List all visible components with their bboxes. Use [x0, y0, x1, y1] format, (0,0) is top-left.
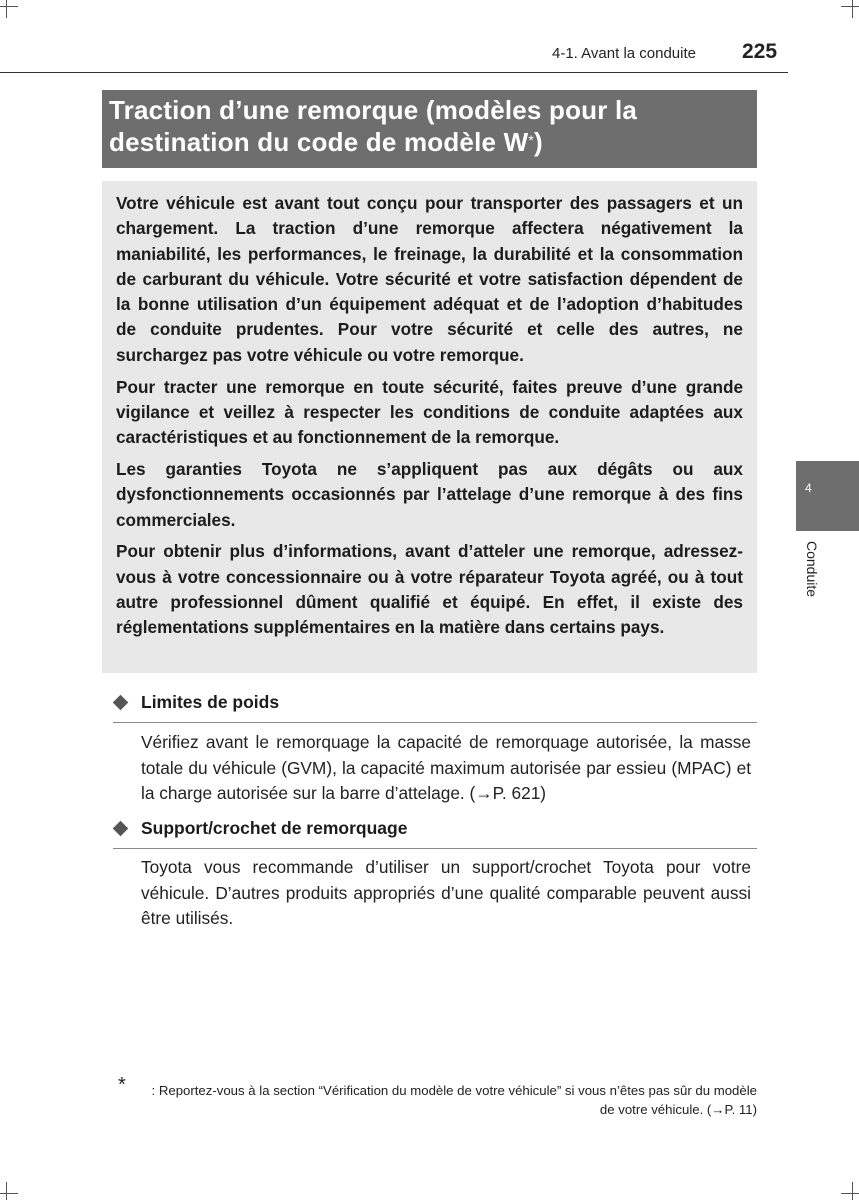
diamond-bullet-icon: [113, 821, 129, 837]
footnote: : Reportez-vous à la section “Vérification du modèle de votre véhicule” si vous n’êtes pas sûr du modèle de votre véhicule. (→P. 11): [151, 1083, 757, 1117]
section-heading-weight-limits: [113, 692, 757, 723]
intro-paragraph: Les garanties Toyota ne s’appliquent pas aux dégâts ou aux dysfonctionnements occasionnés par l’attelage d’une remorque à des fins commerciales.: [116, 458, 743, 530]
crop-mark: [841, 6, 859, 7]
chapter-tab: [796, 461, 859, 531]
chapter-tab-label: Conduite: [804, 541, 820, 598]
intro-paragraph: Votre véhicule est avant tout conçu pour transporter des passagers et un chargement. La traction d’une remorque affectera négativement la maniabilité, les performances, le freinage, la durabilité et la consommation de carburant du véhicule. Votre sécurité et votre satisfaction dépendent de la bonne utilisation d’un équipement adéquat et de l’adoption d’habitudes de conduite prudentes. Pour votre sécurité et celle des autres, ne surchargez pas votre véhicule ou votre remorque.: [116, 193, 743, 365]
intro-box: [102, 181, 757, 673]
crop-mark: [6, 0, 7, 18]
chapter-tab-number: 4: [805, 481, 812, 495]
page-number: 225: [742, 40, 778, 63]
crop-mark: [841, 1193, 859, 1194]
header-divider: [0, 72, 788, 73]
section-body-tow-hitch: Toyota vous recommande d’utiliser un support/crochet Toyota pour votre véhicule. D’autres produits appropriés d’une qualité comparable peuvent aussi être utilisés.: [141, 857, 751, 929]
intro-paragraph: Pour tracter une remorque en toute sécurité, faites preuve d’une grande vigilance et veillez à respecter les conditions de conduite adaptées aux caractéristiques et au fonctionnement de la remorque.: [116, 376, 743, 448]
crop-mark: [6, 1182, 7, 1200]
crop-mark: [0, 1193, 18, 1194]
page-title-text: Traction d’une remorque (modèles pour la destination du code de modèle W: [109, 95, 638, 157]
title-asterisk: *: [528, 132, 534, 148]
page-title: [102, 90, 757, 168]
section-heading-label: Limites de poids: [141, 692, 280, 712]
crop-mark: [0, 6, 18, 7]
crop-mark: [852, 1182, 853, 1200]
section-heading-tow-hitch: [113, 818, 757, 849]
title-close: ): [534, 127, 543, 157]
header-section-title: 4-1. Avant la conduite: [552, 45, 696, 62]
crop-mark: [852, 0, 853, 18]
diamond-bullet-icon: [113, 695, 129, 711]
footnote-asterisk: *: [118, 1074, 126, 1096]
intro-paragraph: Pour obtenir plus d’informations, avant d’atteler une remorque, adressez-vous à votre concessionnaire ou à votre réparateur Toyota agréé, ou à tout autre professionnel dûment qualifié et équipé. En effet, il existe des réglementations supplémentaires en la matière dans certains pays.: [116, 541, 743, 638]
section-body-weight-limits: Vérifiez avant le remorquage la capacité de remorquage autorisée, la masse totale du véhicule (GVM), la capacité maximum autorisée par essieu (MPAC) et la charge autorisée sur la barre d’attelage. (→P. 621): [141, 732, 751, 804]
section-heading-label: Support/crochet de remorquage: [141, 818, 408, 838]
